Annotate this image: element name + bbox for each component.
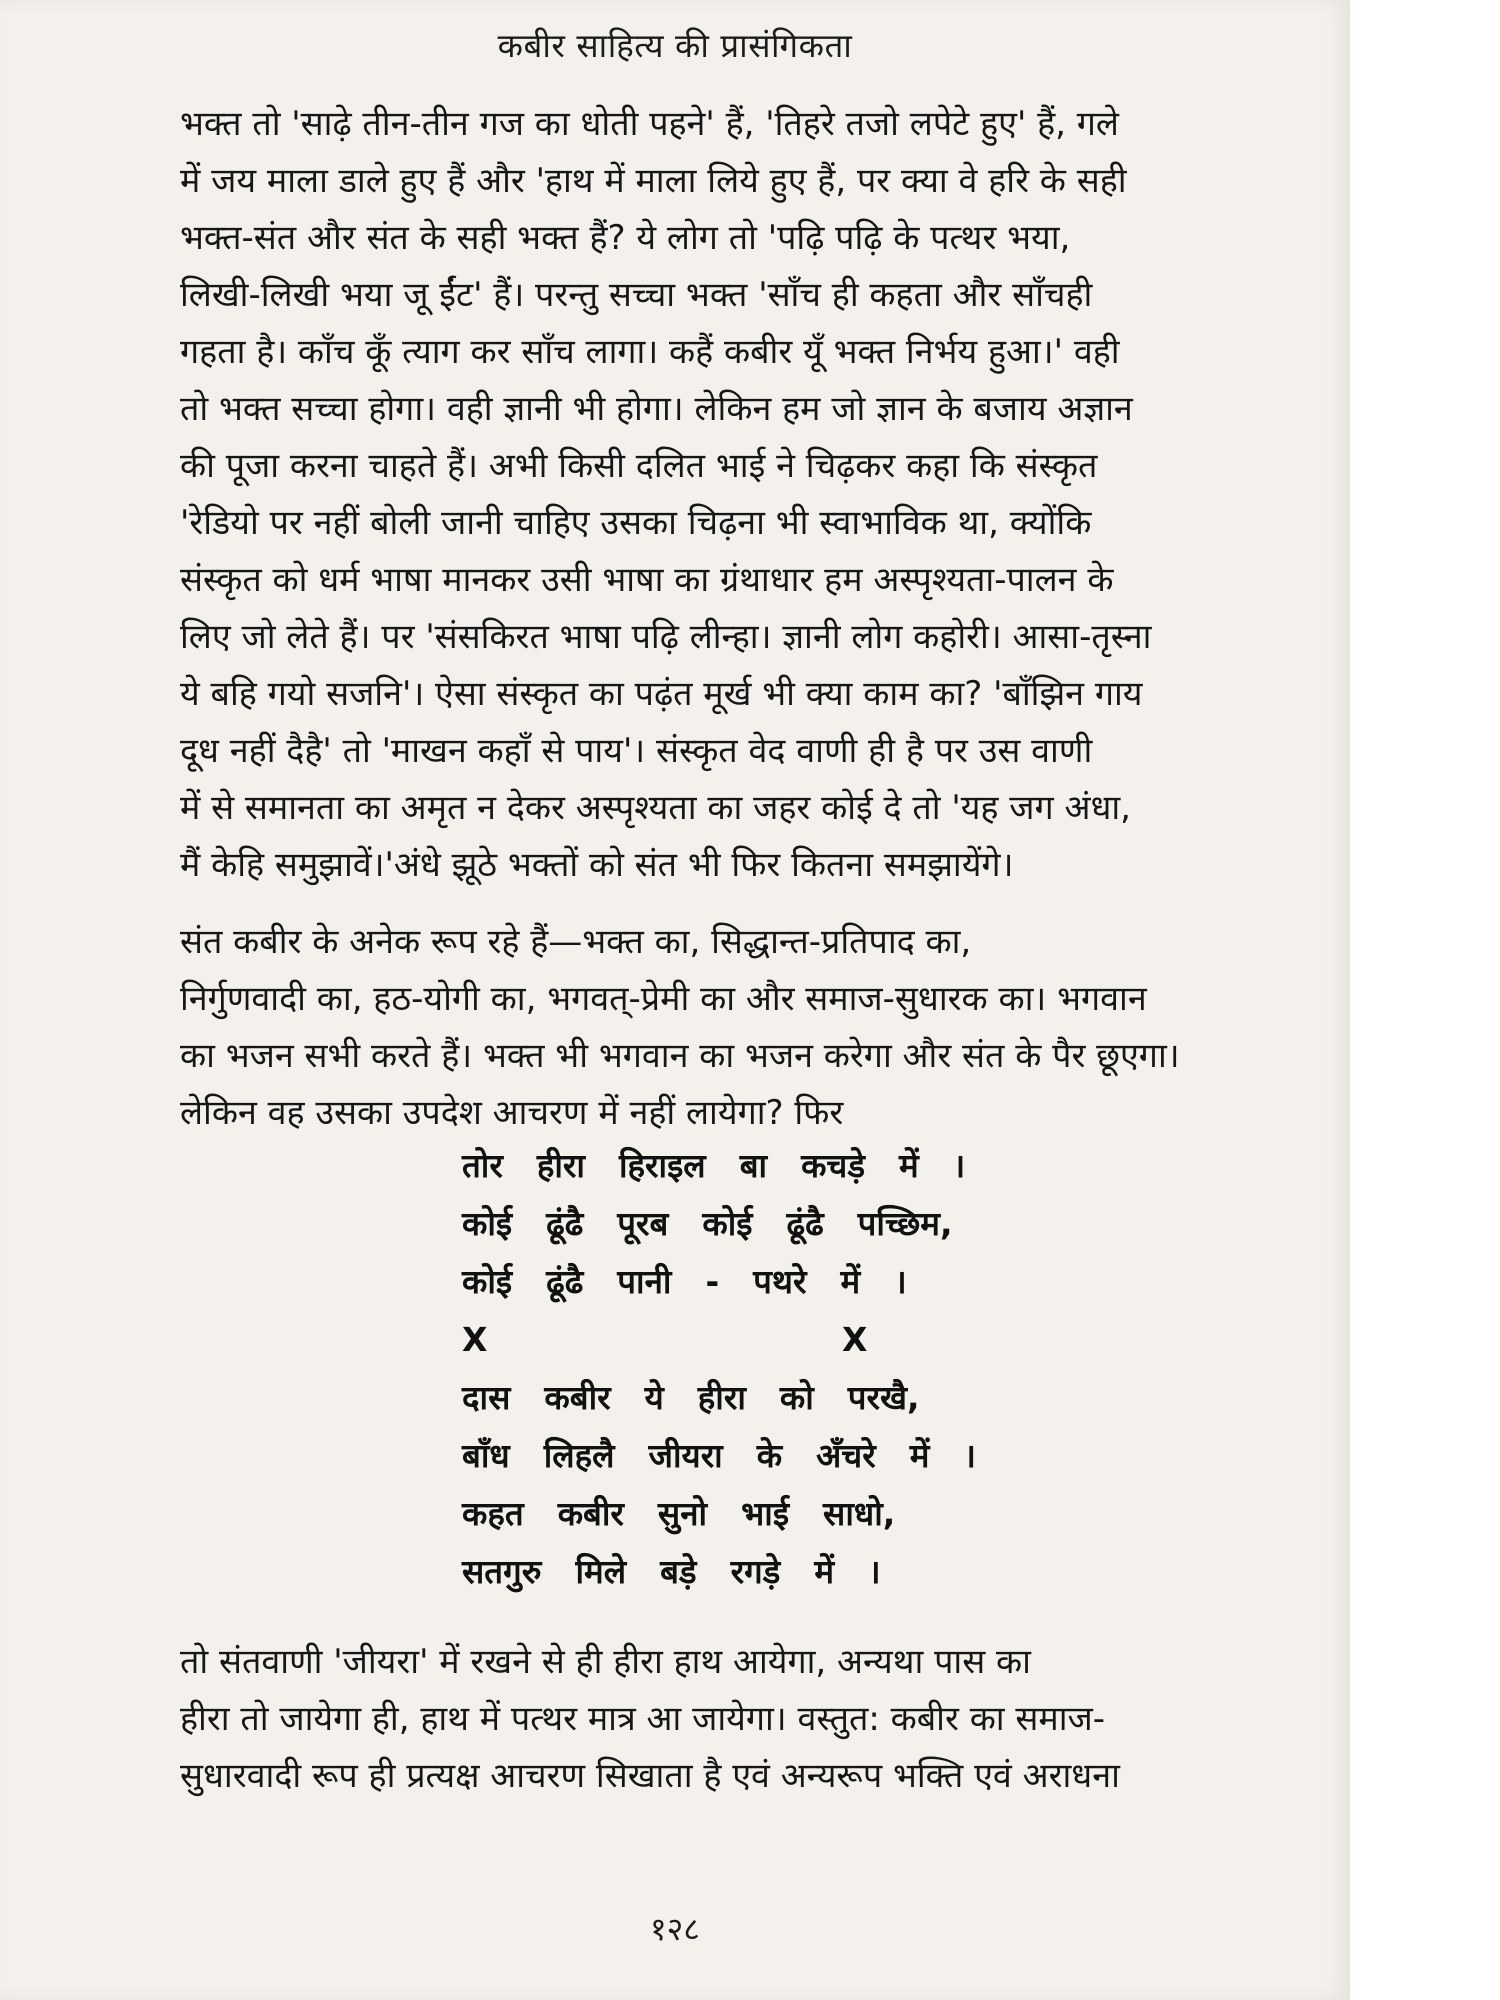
verse-word: ढूंढै — [546, 1204, 584, 1243]
verse-line — [462, 1369, 1062, 1427]
verse-line — [462, 1543, 1062, 1601]
verse-block — [462, 1137, 1062, 1601]
separator-mark: X — [462, 1320, 488, 1359]
verse-word: जीयरा — [648, 1436, 723, 1475]
verse-word: मिले — [575, 1552, 627, 1591]
verse-line — [462, 1427, 1062, 1485]
verse-word: - — [705, 1262, 720, 1301]
verse-word: कबीर — [544, 1378, 611, 1417]
verse-word: तोर — [462, 1146, 503, 1185]
verse-word: हीरा — [697, 1378, 746, 1417]
verse-word: में — [840, 1262, 861, 1301]
verse-word: हीरा — [536, 1146, 585, 1185]
verse-word: पूरब — [617, 1204, 669, 1243]
closing-paragraph: तो संतवाणी 'जीयरा' में रखने से ही हीरा हाथ आयेगा, अन्यथा पास का हीरा तो जायेगा ही, हाथ में पत्थर मात्र आ जायेगा। वस्तुत: कबीर का समाज- सुधारवादी रूप ही प्रत्यक्ष आचरण सिखाता है एवं अन्यरूप भक्ति एवं अराधना — [180, 1642, 1120, 1796]
verse-word: दास — [462, 1378, 511, 1417]
verse-word: । — [868, 1552, 881, 1591]
verse-word: में — [909, 1436, 930, 1475]
verse-word: कहत — [462, 1494, 524, 1533]
verse-word: ढूंढै — [546, 1262, 584, 1301]
verse-word: भाई — [741, 1494, 790, 1533]
verse-word: साधो, — [823, 1494, 896, 1533]
paragraph-1: भक्त तो 'साढ़े तीन-तीन गज का धोती पहने' हैं, 'तिहरे तजो लपेटे हुए' हैं, गले में जय माला डाले हुए हैं और 'हाथ में माला लिये हुए हैं, पर क्या वे हरि के सही भक्त-संत और संत के सही भक्त हैं? ये लोग तो 'पढ़ि पढ़ि के पत्थर भया, लिखी-लिखी भया जू ईंट' हैं। परन्तु सच्चा भक्त 'साँच ही कहता और साँचही गहता है। काँच कूँ त्याग कर साँच लागा। कहैं कबीर यूँ भक्त निर्भय हुआ।' वही तो भक्त सच्चा होगा। वही ज्ञानी भी होगा। लेकिन हम जो ज्ञान के बजाय अज्ञान की पूजा करना चाहते हैं। अभी किसी दलित भाई ने चिढ़कर कहा कि संस्कृत 'रेडियो पर नहीं बोली जानी चाहिए उसका चिढ़ना भी स्वाभाविक था, क्योंकि संस्कृत को धर्म भाषा मानकर उसी भाषा का ग्रंथाधार हम अस्पृश्यता-पालन के लिए जो लेते हैं। पर 'संसकिरत भाषा पढ़ि लीन्हा। ज्ञानी लोग कहोरी। आसा-तृस्ना ये बहि गयो सजनि'। ऐसा संस्कृत का पढ़ंत मूर्ख भी क्या काम का? 'बाँझिन गाय दूध नहीं दैहै' तो 'माखन कहाँ से पाय'। संस्कृत वेद वाणी ही है पर उस वाणी में से समानता का अमृत न देकर अस्पृश्यता का जहर कोई दे तो 'यह जग अंधा, मैं केहि समुझावें।'अंधे झूठे भक्तों को संत भी फिर कितना समझायेंगे। — [180, 104, 1152, 885]
verse-word: कोई — [462, 1262, 513, 1301]
verse-word: कोई — [702, 1204, 753, 1243]
page-number: १२८ — [650, 1910, 700, 1948]
verse-word: पच्छिम, — [857, 1204, 953, 1243]
verse-word: बा — [739, 1146, 768, 1185]
verse-word: सतगुरु — [462, 1552, 542, 1591]
verse-line — [462, 1195, 1062, 1253]
verse-word: । — [894, 1262, 907, 1301]
verse-word: कोई — [462, 1204, 513, 1243]
verse-word: अँचरे — [816, 1436, 876, 1475]
separator-mark: X — [842, 1320, 868, 1359]
verse-word: हिराइल — [618, 1146, 706, 1185]
verse-word: लिहलै — [543, 1436, 615, 1475]
verse-word: ये — [644, 1378, 664, 1417]
main-text — [180, 96, 1325, 1142]
verse-word: बड़े — [660, 1552, 697, 1591]
verse-word: को — [779, 1378, 814, 1417]
verse-line — [462, 1137, 1062, 1195]
verse-word: कबीर — [557, 1494, 624, 1533]
verse-word: ढूंढै — [786, 1204, 824, 1243]
verse-word: में — [814, 1552, 835, 1591]
verse-word: । — [952, 1146, 966, 1185]
verse-word: । — [963, 1436, 977, 1475]
verse-word: पथरे — [753, 1262, 807, 1301]
paragraph-2: संत कबीर के अनेक रूप रहे हैं—भक्त का, सिद्धान्त-प्रतिपाद का, निर्गुणवादी का, हठ-योगी का, भगवत्-प्रेमी का और समाज-सुधारक का। भगवान का भजन सभी करते हैं। भक्त भी भगवान का भजन करेगा और संत के पैर छूएगा। लेकिन वह उसका उपदेश आचरण में नहीं लायेगा? फिर — [180, 922, 1180, 1133]
verse-word: बाँध — [462, 1436, 510, 1475]
verse-word: के — [756, 1436, 783, 1475]
running-header: कबीर साहित्य की प्रासंगिकता — [497, 26, 853, 65]
verse-word: पानी — [617, 1262, 672, 1301]
verse-word: कचड़े — [801, 1146, 866, 1185]
verse-separator — [462, 1311, 1062, 1369]
verse-word: परखै, — [847, 1378, 920, 1417]
verse-word: रगड़े — [730, 1552, 781, 1591]
verse-line — [462, 1253, 1062, 1311]
verse-word: में — [899, 1146, 919, 1185]
verse-word: सुनो — [657, 1494, 708, 1533]
verse-line — [462, 1485, 1062, 1543]
